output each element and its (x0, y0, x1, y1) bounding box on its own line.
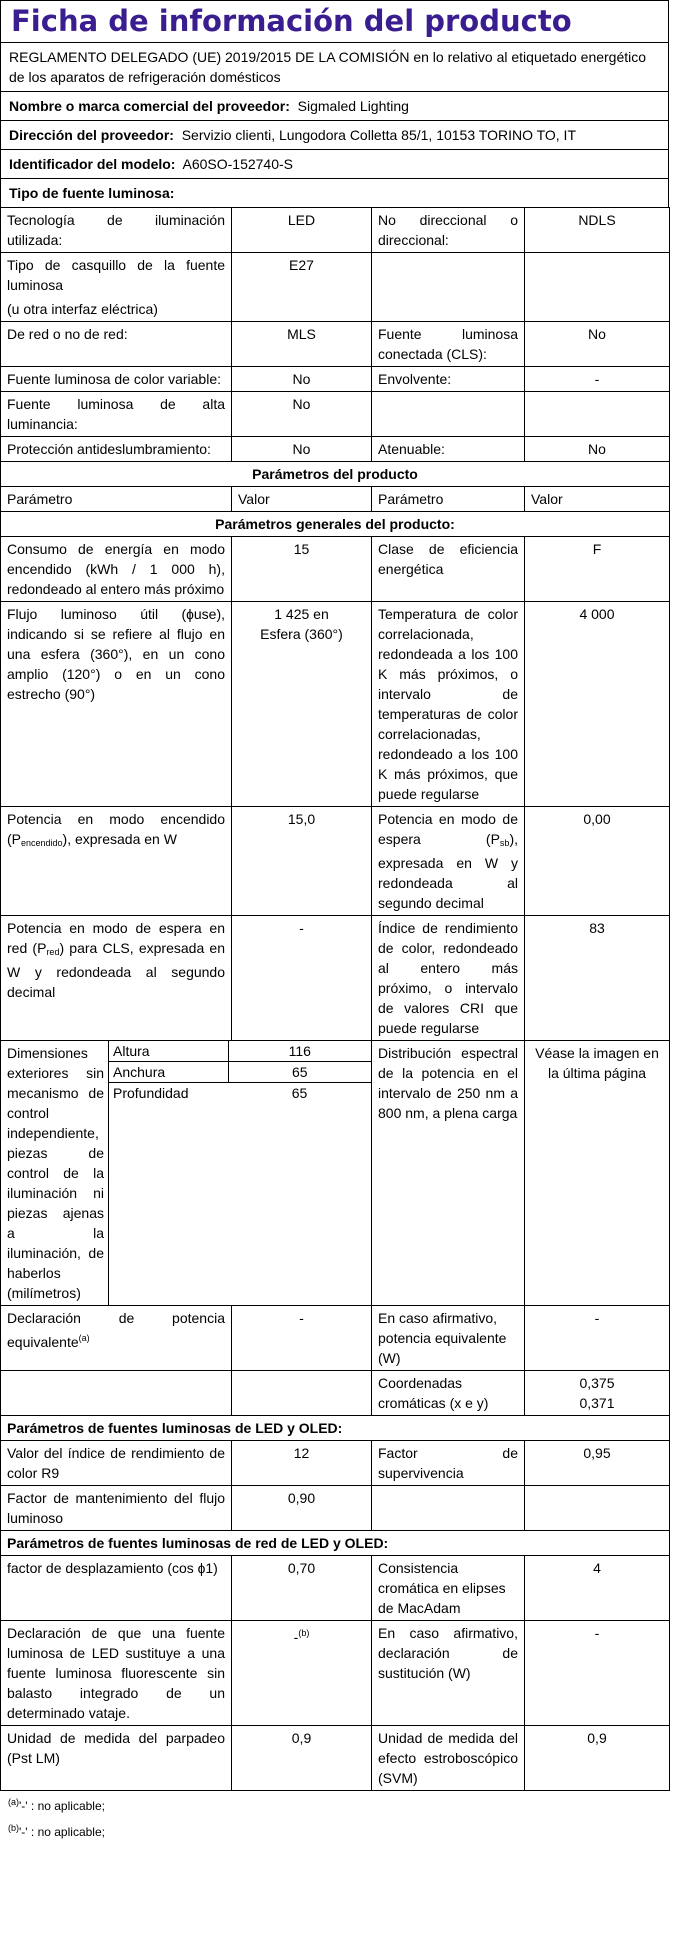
footnote-mark: (b) (8, 1823, 19, 1833)
depth-value: 65 (291, 1085, 308, 1101)
empty-cell (372, 253, 525, 322)
height-value: 116 (228, 1041, 371, 1062)
r9-label: Valor del índice de rendimiento de color R9 (1, 1441, 232, 1486)
supplier-label: Nombre o marca comercial del proveedor: (9, 98, 290, 114)
width-label: Anchura (109, 1062, 228, 1083)
dim-label: Atenuable: (372, 437, 525, 462)
eqw-value: - (525, 1306, 670, 1371)
pon-label-a: Potencia en modo encendido (P (7, 811, 225, 847)
pst-label: Unidad de medida del parpadeo (Pst LM) (1, 1726, 232, 1791)
repl-value (232, 1621, 372, 1726)
light-source-type-label: Tipo de fuente luminosa: (9, 185, 175, 201)
table-row (1, 1041, 670, 1306)
light-source-type-heading (0, 178, 669, 207)
class-value: F (525, 537, 670, 602)
footnote-text: '-' : no aplicable; (19, 1799, 105, 1813)
dir-label: No direccional o direccional: (372, 208, 525, 253)
psb-label-a: Potencia en modo de espera (P (378, 811, 518, 847)
color-label: Fuente luminosa de color variable: (1, 367, 232, 392)
pon-label-b: ), expresada en W (62, 831, 177, 847)
regulation-text: REGLAMENTO DELEGADO (UE) 2019/2015 DE LA COMISIÓN en lo relativo al etiquetado energético de los aparatos de refrigeración domésticos (0, 42, 669, 91)
eq-label (1, 1306, 232, 1371)
height-label: Altura (109, 1041, 228, 1062)
pnet-label (1, 916, 232, 1041)
col-value: Valor (232, 487, 372, 512)
spd-value: Véase la imagen en la última página (525, 1041, 670, 1306)
model-row (0, 149, 669, 178)
table-row (1, 807, 670, 916)
repl-label: Declaración de que una fuente luminosa de LED sustituye a una fuente luminosa fluorescente sin balasto integrado de un determinado vataje. (1, 1621, 232, 1726)
empty-cell (372, 1486, 525, 1531)
energy-value: 15 (232, 537, 372, 602)
surv-label: Factor de supervivencia (372, 1441, 525, 1486)
flux-value-amount: 1 425 en (274, 606, 329, 622)
table-row (1, 462, 670, 487)
tech-label: Tecnología de iluminación utilizada: (1, 208, 232, 253)
dims-table (109, 1041, 371, 1103)
eq-value: - (232, 1306, 372, 1371)
hl-label: Fuente luminosa de alta luminancia: (1, 392, 232, 437)
psb-label-sub: sb (499, 838, 510, 848)
cls-value: No (525, 322, 670, 367)
pon-label (1, 807, 232, 916)
col-value-2: Valor (525, 487, 670, 512)
led-title: Parámetros de fuentes luminosas de LED y OLED: (1, 1416, 670, 1441)
pon-label-sub: encendido (21, 838, 63, 848)
footnote-b (8, 1817, 681, 1843)
table-row (1, 1531, 670, 1556)
table-row (1, 392, 670, 437)
model-label: Identificador del modelo: (9, 156, 176, 172)
table-row (1, 1726, 670, 1791)
supplier-row (0, 91, 669, 120)
maint-value: 0,90 (232, 1486, 372, 1531)
svm-label: Unidad de medida del efecto estroboscópico (SVM) (372, 1726, 525, 1791)
footnote-text: '-' : no aplicable; (19, 1825, 105, 1839)
flux-value-shape: Esfera (360°) (260, 626, 343, 642)
psb-label (372, 807, 525, 916)
footnotes (0, 1791, 681, 1843)
macadam-label: Consistencia cromática en elipses de MacAdam (372, 1556, 525, 1621)
table-row (1, 602, 670, 807)
empty-cell (525, 392, 670, 437)
chroma-y: 0,371 (579, 1395, 615, 1411)
footnote-a (8, 1791, 681, 1817)
dir-value: NDLS (525, 208, 670, 253)
pnet-label-a: Potencia en modo de espera en red (P (7, 920, 225, 956)
empty-cell (525, 1486, 670, 1531)
flux-value (232, 602, 372, 807)
cap-label (1, 253, 232, 322)
empty-cell (372, 392, 525, 437)
supplier-value: Sigmaled Lighting (297, 98, 409, 114)
chroma-x: 0,375 (579, 1375, 615, 1391)
env-value: - (525, 367, 670, 392)
model-value: A60SO-152740-S (182, 156, 294, 172)
table-row (1, 253, 670, 322)
glare-label: Protección antideslumbramiento: (1, 437, 232, 462)
cls-label: Fuente luminosa conectada (CLS): (372, 322, 525, 367)
svm-value: 0,9 (525, 1726, 670, 1791)
col-param: Parámetro (1, 487, 232, 512)
energy-label: Consumo de energía en modo encendido (kWh / 1 000 h), redondeado al entero más próximo (1, 537, 232, 602)
eqw-label: En caso afirmativo, potencia equivalente (W) (372, 1306, 525, 1371)
cct-label: Temperatura de color correlacionada, redondeada a los 100 K más próximos, o intervalo de temperaturas de color correlacionadas, redondeado a los 100 K más próximos, que puede regularse (372, 602, 525, 807)
dims-label: Dimensiones exteriores sin mecanismo de control independiente, piezas de control de la iluminación ni piezas ajenas a la iluminación, de haberlos (milímetros) (1, 1041, 109, 1306)
table-row (1, 437, 670, 462)
table-row (1, 916, 670, 1041)
table-row (1, 1441, 670, 1486)
macadam-value: 4 (525, 1556, 670, 1621)
dims-row (109, 1062, 371, 1083)
table-row (1, 1556, 670, 1621)
repl-footnote-mark: (b) (298, 1628, 310, 1638)
maint-label: Factor de mantenimiento del flujo luminoso (1, 1486, 232, 1531)
flux-label: Flujo luminoso útil (ɸuse), indicando si se refiere al flujo en una esfera (360°), en un cono amplio (120°) o en un cono estrecho (90°) (1, 602, 232, 807)
table-row (1, 1371, 670, 1416)
cap-value: E27 (232, 253, 372, 322)
mains-label: De red o no de red: (1, 322, 232, 367)
eq-label-text: Declaración de potencia equivalente (7, 1310, 225, 1350)
table-header-row (1, 487, 670, 512)
replw-value: - (525, 1621, 670, 1726)
general-title: Parámetros generales del producto: (1, 512, 670, 537)
pon-value: 15,0 (232, 807, 372, 916)
pnet-label-b: ) para CLS, expresada en W y redondeada al segundo decimal (7, 940, 225, 1000)
replw-label: En caso afirmativo, declaración de sustitución (W) (372, 1621, 525, 1726)
pnet-value: - (232, 916, 372, 1041)
dim-value: No (525, 437, 670, 462)
mains-value: MLS (232, 322, 372, 367)
cos-value: 0,70 (232, 1556, 372, 1621)
empty-cell (232, 1371, 372, 1416)
cct-value: 4 000 (525, 602, 670, 807)
dims-values (109, 1041, 372, 1306)
empty-cell (1, 1371, 232, 1416)
cri-label: Índice de rendimiento de color, redondeado al entero más próximo, o intervalo de valores CRI que puede regularse (372, 916, 525, 1041)
empty-cell (525, 253, 670, 322)
table-row (1, 1486, 670, 1531)
pst-value: 0,9 (232, 1726, 372, 1791)
table-row (1, 322, 670, 367)
params-title: Parámetros del producto (1, 462, 670, 487)
cos-label: factor de desplazamiento (cos ɸ1) (1, 1556, 232, 1621)
address-row (0, 120, 669, 149)
col-param-2: Parámetro (372, 487, 525, 512)
dims-row (109, 1041, 371, 1062)
width-value: 65 (228, 1062, 371, 1083)
spd-label: Distribución espectral de la potencia en el intervalo de 250 nm a 800 nm, a plena carga (372, 1041, 525, 1306)
psb-label-b: ), expresada en W y redondeada al segundo decimal (378, 831, 518, 911)
table-row (1, 537, 670, 602)
hl-value: No (232, 392, 372, 437)
tech-value: LED (232, 208, 372, 253)
address-value: Servizio clienti, Lungodora Colletta 85/1, 10153 TORINO TO, IT (181, 127, 577, 143)
table-row (1, 208, 670, 253)
glare-value: No (232, 437, 372, 462)
table-row (1, 367, 670, 392)
eq-footnote-mark: (a) (78, 1333, 90, 1343)
chroma-value (525, 1371, 670, 1416)
mains-title: Parámetros de fuentes luminosas de red de LED y OLED: (1, 1531, 670, 1556)
table-row (1, 1306, 670, 1371)
cap-label-note: (u otra interfaz eléctrica) (7, 301, 158, 317)
cap-label-text: Tipo de casquillo de la fuente luminosa (7, 257, 225, 293)
env-label: Envolvente: (372, 367, 525, 392)
repl-value-text: - (293, 1629, 299, 1645)
address-label: Dirección del proveedor: (9, 127, 174, 143)
surv-value: 0,95 (525, 1441, 670, 1486)
light-source-table (0, 207, 670, 1791)
psb-value: 0,00 (525, 807, 670, 916)
page-title: Ficha de información del producto (0, 0, 669, 42)
dims-row (109, 1083, 371, 1104)
table-row (1, 1416, 670, 1441)
chroma-label: Coordenadas cromáticas (x e y) (372, 1371, 525, 1416)
table-row (1, 512, 670, 537)
class-label: Clase de eficiencia energética (372, 537, 525, 602)
footnote-mark: (a) (8, 1797, 19, 1807)
table-row (1, 1621, 670, 1726)
depth-label: Profundidad (113, 1085, 189, 1101)
pnet-label-sub: red (46, 947, 60, 957)
color-value: No (232, 367, 372, 392)
cri-value: 83 (525, 916, 670, 1041)
r9-value: 12 (232, 1441, 372, 1486)
